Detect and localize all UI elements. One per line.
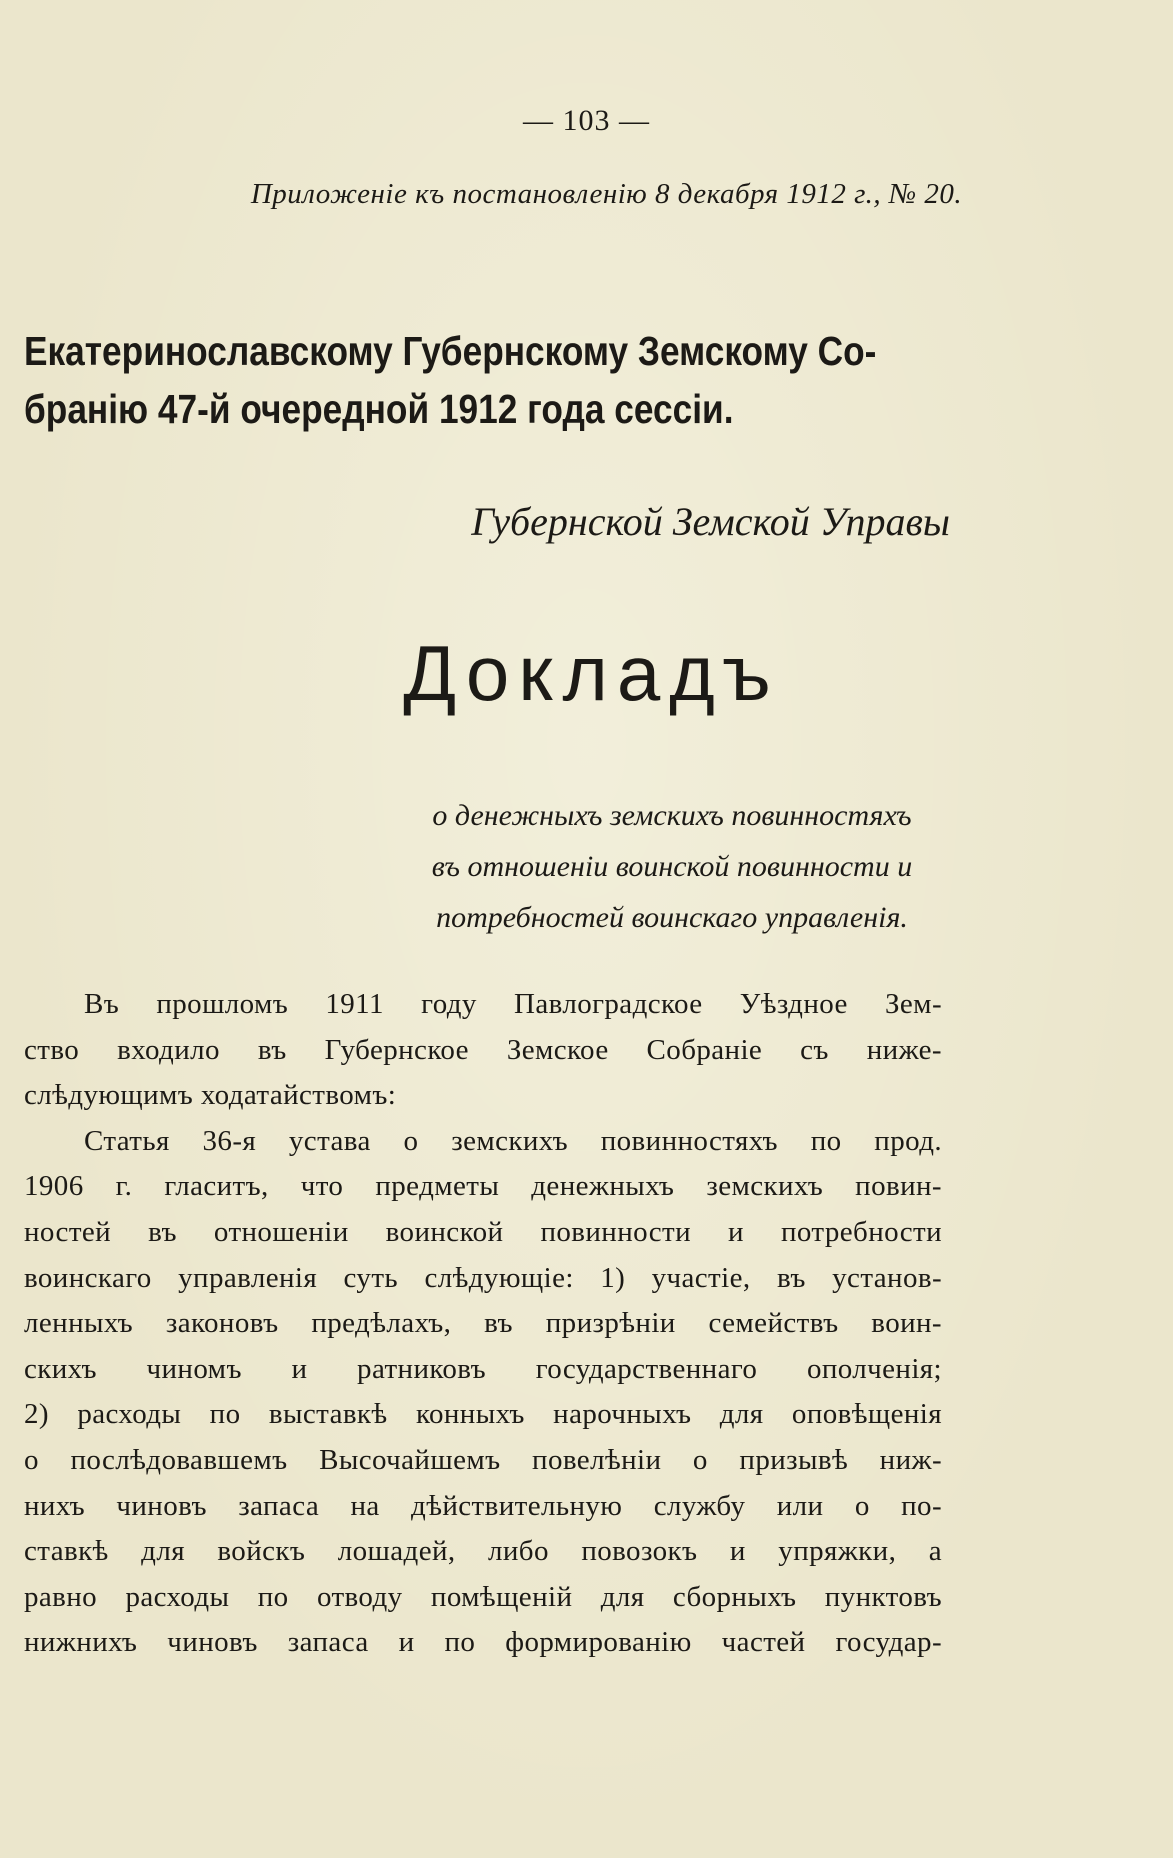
- subtitle-line-1: о денежныхъ земскихъ повинностяхъ: [432, 799, 912, 832]
- body-line: ство входило въ Губернское Земское Собранiе съ ниже-: [24, 1033, 942, 1066]
- subtitle-line-2: въ отношенiи воинской повинности и: [431, 850, 913, 883]
- body-line: равно расходы по отводу помѣщенiй для сборныхъ пунктовъ: [24, 1580, 942, 1613]
- report-title: Докладъ: [403, 629, 780, 717]
- board-name: Губернской Земской Управы: [471, 499, 950, 544]
- body-line: ленныхъ законовъ предѣлахъ, въ призрѣнiи семействъ воин-: [24, 1307, 942, 1340]
- body-line: ставкѣ для войскъ лошадей, либо повозокъ и упряжки, а: [24, 1535, 942, 1568]
- body-line: Статья 36-я устава о земскихъ повинностяхъ по прод.: [84, 1124, 942, 1157]
- body-line: 2) расходы по выставкѣ конныхъ нарочныхъ для оповѣщенiя: [24, 1398, 942, 1431]
- body-line: 1906 г. гласитъ, что предметы денежныхъ земскихъ повин-: [24, 1170, 942, 1203]
- body-line: ностей въ отношенiи воинской повинности и потребности: [24, 1215, 942, 1248]
- body-text: [24, 982, 942, 1666]
- appendix-note: Приложенiе къ постановленiю 8 декабря 1912 г., № 20.: [250, 178, 963, 210]
- body-line: нижнихъ чиновъ запаса и по формированiю частей государ-: [24, 1626, 942, 1659]
- subtitle-line-3: потребностей воинскаго управленiя.: [436, 901, 908, 934]
- heading-line-1: Екатеринославскому Губернскому Земскому Со-: [24, 328, 877, 374]
- body-line: скихъ чиномъ и ратниковъ государственнаго ополченiя;: [24, 1352, 942, 1385]
- body-line: о послѣдовавшемъ Высочайшемъ повелѣнiи о призывѣ ниж-: [24, 1443, 942, 1476]
- body-line: Въ прошломъ 1911 году Павлоградское Уѣздное Зем-: [84, 988, 942, 1020]
- body-line: слѣдующимъ ходатайствомъ:: [24, 1079, 397, 1112]
- page-number: — 103 —: [523, 104, 650, 137]
- heading-line-2: бранiю 47-й очередной 1912 года сессiи.: [24, 386, 734, 432]
- addressee-heading: [24, 322, 877, 438]
- report-subtitle: [372, 790, 972, 943]
- body-line: нихъ чиновъ запаса на дѣйствительную службу или о по-: [24, 1489, 942, 1522]
- body-line: воинскаго управленiя суть слѣдующiе: 1) участiе, въ установ-: [24, 1261, 942, 1294]
